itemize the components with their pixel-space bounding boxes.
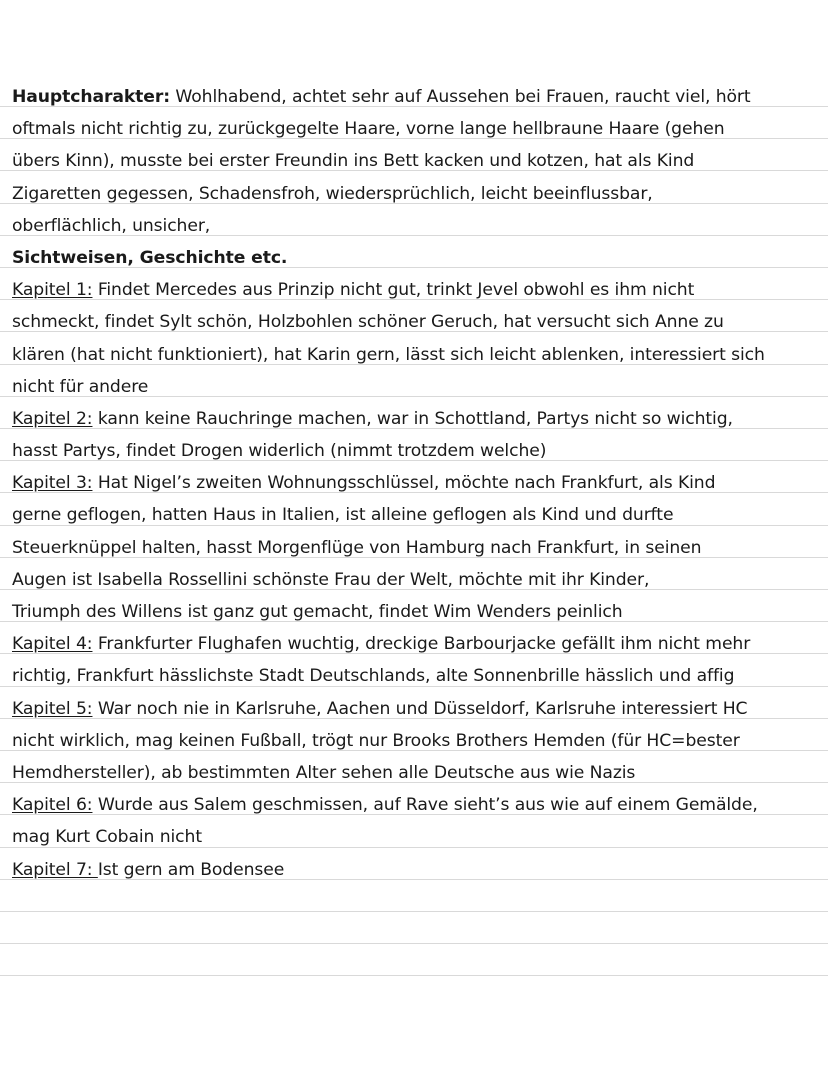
chapter-line: Kapitel 1: Findet Mercedes aus Prinzip nicht gut, trinkt Jevel obwohl es ihm nicht (12, 280, 695, 301)
chapter-label: Kapitel 7: (12, 859, 98, 880)
text-line: nicht wirklich, mag keinen Fußball, trögt nur Brooks Brothers Hemden (für HC=bester (12, 730, 740, 751)
text-line: schmeckt, findet Sylt schön, Holzbohlen schöner Geruch, hat versucht sich Anne zu (12, 312, 724, 333)
text-line: hasst Partys, findet Drogen widerlich (nimmt trotzdem welche) (12, 441, 547, 462)
text-line: richtig, Frankfurt hässlichste Stadt Deutschlands, alte Sonnenbrille hässlich und affig (12, 666, 735, 687)
text-line: oftmals nicht richtig zu, zurückgegelte Haare, vorne lange hellbraune Haare (gehen (12, 119, 725, 140)
text-line: Steuerknüppel halten, hasst Morgenflüge von Hamburg nach Frankfurt, in seinen (12, 537, 702, 558)
text-line: oberflächlich, unsicher, (12, 215, 211, 236)
chapter-line: Kapitel 2: kann keine Rauchringe machen, war in Schottland, Partys nicht so wichtig, (12, 408, 733, 429)
chapter-line: Kapitel 3: Hat Nigel’s zweiten Wohnungsschlüssel, möchte nach Frankfurt, als Kind (12, 473, 716, 494)
text-line: mag Kurt Cobain nicht (12, 827, 202, 848)
text-line: Hemdhersteller), ab bestimmten Alter sehen alle Deutsche aus wie Nazis (12, 762, 636, 783)
section-heading: Sichtweisen, Geschichte etc. (12, 247, 288, 268)
text-line: Augen ist Isabella Rossellini schönste Frau der Welt, möchte mit ihr Kinder, (12, 569, 650, 590)
notes-text (12, 81, 812, 886)
text-line: klären (hat nicht funktioniert), hat Karin gern, lässt sich leicht ablenken, interessiert sich (12, 344, 765, 365)
chapter-label: Kapitel 3: (12, 473, 93, 494)
text-line: Hauptcharakter: Wohlhabend, achtet sehr auf Aussehen bei Frauen, raucht viel, hört (12, 87, 751, 107)
chapter-line: Kapitel 6: Wurde aus Salem geschmissen, auf Rave sieht’s aus wie auf einem Gemälde, (12, 795, 758, 816)
text-line: übers Kinn), musste bei erster Freundin ins Bett kacken und kotzen, hat als Kind (12, 151, 695, 172)
ruled-line (0, 975, 828, 976)
text-line: gerne geflogen, hatten Haus in Italien, ist alleine geflogen als Kind und durfte (12, 505, 674, 526)
chapter-line: Kapitel 5: War noch nie in Karlsruhe, Aachen und Düsseldorf, Karlsruhe interessiert HC (12, 698, 748, 719)
chapter-line: Kapitel 7: Ist gern am Bodensee (12, 859, 285, 880)
ruled-line (0, 911, 828, 912)
chapter-label: Kapitel 1: (12, 280, 93, 301)
text-line: nicht für andere (12, 376, 149, 397)
chapter-label: Kapitel 6: (12, 795, 93, 816)
ruled-line (0, 943, 828, 944)
chapter-label: Kapitel 2: (12, 408, 93, 429)
chapter-line: Kapitel 4: Frankfurter Flughafen wuchtig, dreckige Barbourjacke gefällt ihm nicht mehr (12, 634, 751, 655)
text-line: Triumph des Willens ist ganz gut gemacht, findet Wim Wenders peinlich (12, 602, 623, 622)
chapter-label: Kapitel 4: (12, 634, 93, 655)
chapter-label: Kapitel 5: (12, 698, 93, 719)
text-line: Zigaretten gegessen, Schadensfroh, wiedersprüchlich, leicht beeinflussbar, (12, 183, 653, 204)
main-character-label: Hauptcharakter: (12, 87, 170, 107)
